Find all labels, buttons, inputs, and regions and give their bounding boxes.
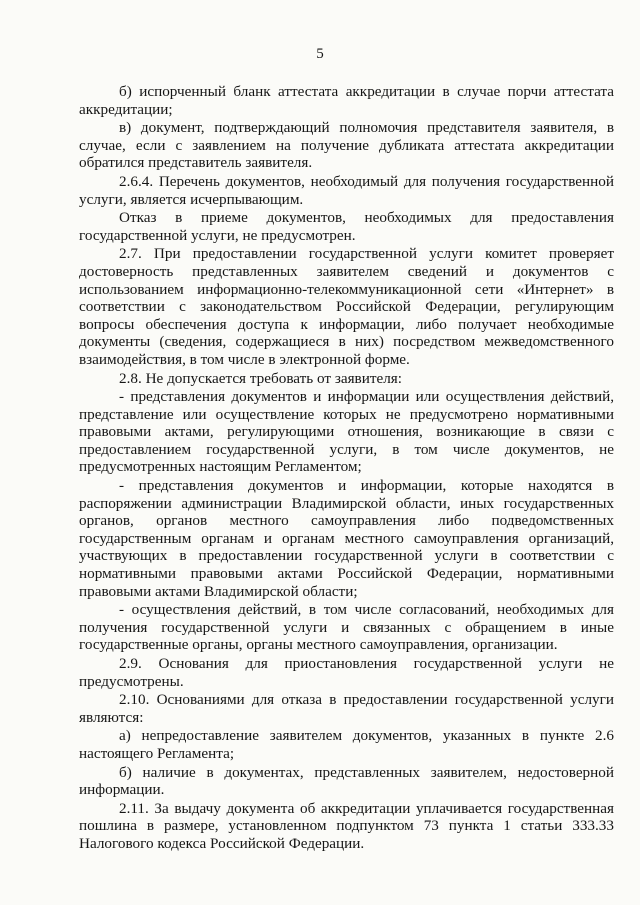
paragraph-2-10: 2.10. Основаниями для отказа в предоставлении государственной услуги являются:: [79, 691, 614, 726]
paragraph-2-11: 2.11. За выдачу документа об аккредитации уплачивается государственная пошлина в размере, установленном подпунктом 73 пункта 1 статьи 333.33 Налогового кодекса Российской Федерации.: [79, 799, 614, 852]
document-body: [79, 83, 614, 854]
paragraph-2-9: 2.9. Основания для приостановления государственной услуги не предусмотрены.: [79, 655, 614, 690]
paragraph-2-8-item-1: - представления документов и информации или осуществления действий, представление или осуществление которых не предусмотрено нормативными правовыми актами, регулирующими отношения, возникающие в связи с предоставлением государственной услуги, в том числе документов, не предусмотренных настоящим Регламентом;: [79, 388, 614, 476]
paragraph-2-6-4: 2.6.4. Перечень документов, необходимый для получения государственной услуги, является исчерпывающим.: [79, 172, 614, 208]
paragraph-2-10-item-a: а) непредоставление заявителем документов, указанных в пункте 2.6 настоящего Регламента;: [79, 727, 614, 762]
paragraph-2-8-item-3: - осуществления действий, в том числе согласований, необходимых для получения государственной услуги и связанных с обращением в иные государственные органы, органы местного самоуправления, организации.: [79, 601, 614, 654]
paragraph-2-10-item-b: б) наличие в документах, представленных заявителем, недостоверной информации.: [79, 763, 614, 799]
paragraph-refusal-not-provided: Отказ в приеме документов, необходимых для предоставления государственной услуги, не предусмотрен.: [79, 209, 614, 244]
page-number: 5: [316, 46, 324, 62]
paragraph-2-7: 2.7. При предоставлении государственной услуги комитет проверяет достоверность представленных заявителем сведений и документов с использованием информационно-телекоммуникационной сети «Интернет» в соответствии с законодательством Российской Федерации, регулирующим вопросы обеспечения доступа к информации, либо получает необходимые документы (сведения, содержащиеся в них) посредством межведомственного взаимодействия, в том числе в электронной форме.: [79, 245, 614, 368]
paragraph-2-8-item-2: - представления документов и информации, которые находятся в распоряжении администрации Владимирской области, иных государственных органов, органов местного самоуправления либо подведомственных государственным органам и органам местного самоуправления организаций, участвующих в предоставлении государственной услуги в соответствии с нормативными правовыми актами Российской Федерации, нормативными правовыми актами Владимирской области;: [79, 477, 614, 600]
paragraph-item-b-spoiled-form: б) испорченный бланк аттестата аккредитации в случае порчи аттестата аккредитации;: [79, 83, 614, 118]
paragraph-2-8: 2.8. Не допускается требовать от заявителя:: [119, 369, 403, 387]
paragraph-item-v-representative: в) документ, подтверждающий полномочия представителя заявителя, в случае, если с заявлением на получение дубликата аттестата аккредитации обратился представитель заявителя.: [79, 119, 614, 172]
